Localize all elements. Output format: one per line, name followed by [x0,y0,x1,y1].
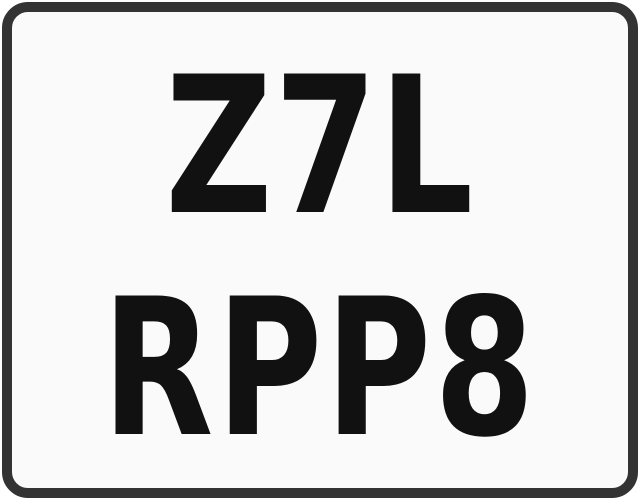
license-plate [2,2,638,498]
plate-line-1: Z7L [165,36,475,257]
plate-line-2: RPP8 [102,258,538,479]
